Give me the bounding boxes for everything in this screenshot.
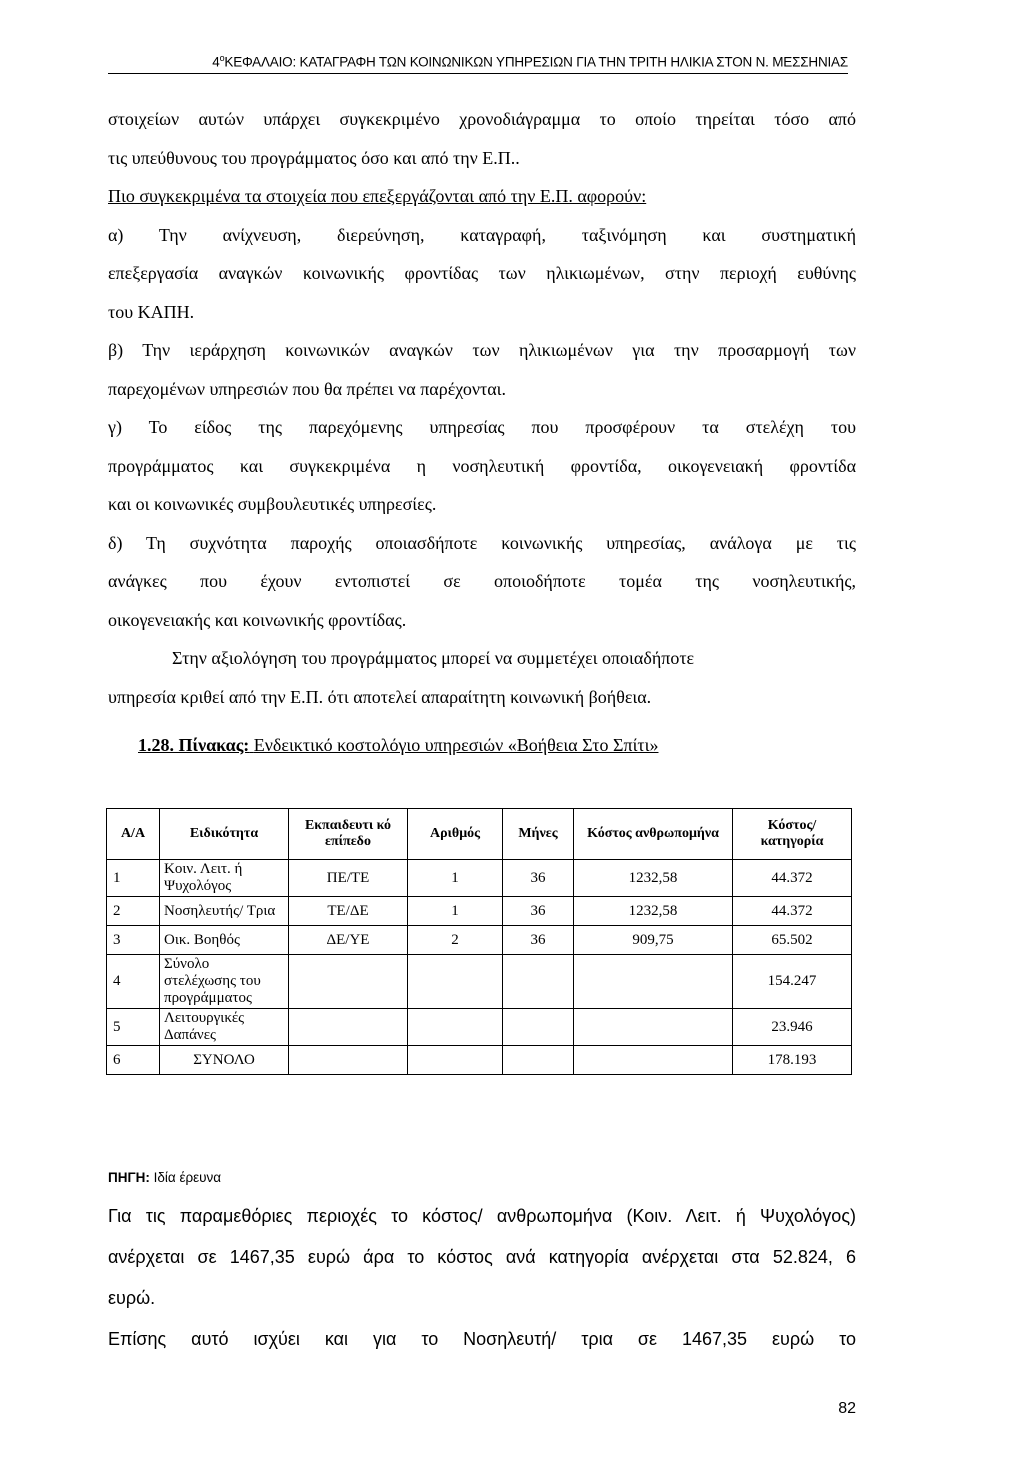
col-header-months: Μήνες bbox=[503, 809, 574, 860]
item-b-line: παρεχομένων υπηρεσιών που θα πρέπει να παρέχονται. bbox=[108, 378, 507, 399]
table-row bbox=[107, 860, 852, 897]
table-header-row bbox=[107, 809, 852, 860]
cell-months: 36 bbox=[503, 926, 574, 955]
chapter-number: 4 bbox=[212, 54, 220, 70]
cell-education: ΠΕ/ΤΕ bbox=[289, 860, 408, 897]
cell-education: ΔΕ/ΥΕ bbox=[289, 926, 408, 955]
cell-cost-per-category: 23.946 bbox=[733, 1009, 852, 1046]
item-d-line: οικογενειακής και κοινωνικής φροντίδας. bbox=[108, 609, 407, 630]
cell-empty bbox=[408, 955, 503, 1009]
text-line: ανέρχεται σε 1467,35 ευρώ άρα το κόστος ανά κατηγορία ανέρχεται στα 52.824, 6 bbox=[108, 1247, 856, 1267]
cell-index: 4 bbox=[107, 955, 160, 1009]
table-caption bbox=[138, 735, 658, 756]
table-row bbox=[107, 897, 852, 926]
cell-months: 36 bbox=[503, 897, 574, 926]
cell-index: 2 bbox=[107, 897, 160, 926]
table-caption-label: Πίνακας: bbox=[178, 735, 250, 755]
cell-empty bbox=[408, 1009, 503, 1046]
col-header-education: Εκπαιδευτι κό επίπεδο bbox=[289, 809, 408, 860]
cell-empty bbox=[574, 955, 733, 1009]
cell-index: 6 bbox=[107, 1046, 160, 1075]
cell-cost-per-category: 44.372 bbox=[733, 860, 852, 897]
cell-index: 1 bbox=[107, 860, 160, 897]
table-row bbox=[107, 926, 852, 955]
cell-count: 1 bbox=[408, 860, 503, 897]
body-text-top bbox=[108, 100, 856, 716]
text-line: στοιχείων αυτών υπάρχει συγκεκριμένο χρονοδιάγραμμα το οποίο τηρείται τόσο από bbox=[108, 109, 856, 129]
cell-empty bbox=[503, 955, 574, 1009]
item-c-line: και οι κοινωνικές συμβουλευτικές υπηρεσίες. bbox=[108, 494, 437, 514]
chapter-superscript: ο bbox=[219, 53, 225, 63]
table-row bbox=[107, 1009, 852, 1046]
text-line: τις υπεύθυνους του προγράμματος όσο και από την Ε.Π.. bbox=[108, 147, 520, 168]
cell-empty bbox=[289, 955, 408, 1009]
cell-empty bbox=[503, 1009, 574, 1046]
cell-cost-per-category: 65.502 bbox=[733, 926, 852, 955]
evaluation-line: υπηρεσία κριθεί από την Ε.Π. ότι αποτελεί απαραίτητη κοινωνική βοήθεια. bbox=[108, 686, 652, 707]
cell-empty bbox=[574, 1046, 733, 1075]
cell-cost-per-category: 178.193 bbox=[733, 1046, 852, 1075]
body-text-bottom bbox=[108, 1196, 856, 1360]
table-row bbox=[107, 955, 852, 1009]
source-label: ΠΗΓΗ: bbox=[108, 1170, 150, 1185]
table-source bbox=[108, 1170, 221, 1185]
evaluation-line: Στην αξιολόγηση του προγράμματος μπορεί να συμμετέχει οποιαδήποτε bbox=[172, 648, 695, 668]
item-a-line: του ΚΑΠΗ. bbox=[108, 301, 195, 322]
cell-count: 2 bbox=[408, 926, 503, 955]
table-row-total bbox=[107, 1046, 852, 1075]
cell-empty bbox=[503, 1046, 574, 1075]
col-header-cost-per-month: Κόστος ανθρωπομήνα bbox=[574, 809, 733, 860]
col-header-cost-per-category: Κόστος/ κατηγορία bbox=[733, 809, 852, 860]
col-header-index: Α/Α bbox=[107, 809, 160, 860]
cell-specialty: Οικ. Βοηθός bbox=[160, 926, 289, 955]
item-c-line: προγράμματος και συγκεκριμένα η νοσηλευτική φροντίδα, οικογενειακή φροντίδα bbox=[108, 455, 856, 476]
text-line: Επίσης αυτό ισχύει και για το Νοσηλευτή/ τρια σε 1467,35 ευρώ το bbox=[108, 1329, 856, 1349]
cell-index: 3 bbox=[107, 926, 160, 955]
cell-specialty: Λειτουργικές Δαπάνες bbox=[160, 1009, 289, 1046]
text-line: ευρώ. bbox=[108, 1288, 156, 1308]
item-c-line: γ) Το είδος της παρεχόμενης υπηρεσίας που προσφέρουν τα στελέχη του bbox=[108, 417, 856, 437]
running-header bbox=[108, 50, 848, 74]
col-header-count: Αριθμός bbox=[408, 809, 503, 860]
cell-cost-per-month: 909,75 bbox=[574, 926, 733, 955]
cell-empty bbox=[289, 1046, 408, 1075]
page-number: 82 bbox=[838, 1400, 856, 1417]
item-a-line: α) Την ανίχνευση, διερεύνηση, καταγραφή, ταξινόμηση και συστηματική bbox=[108, 224, 856, 245]
cell-specialty: Σύνολο στελέχωσης του προγράμματος bbox=[160, 955, 289, 1009]
table-caption-number: 1.28. bbox=[138, 735, 174, 755]
cell-specialty: ΣΥΝΟΛΟ bbox=[160, 1046, 289, 1075]
item-a-line: επεξεργασία αναγκών κοινωνικής φροντίδας των ηλικιωμένων, στην περιοχή ευθύνης bbox=[108, 263, 856, 283]
cell-months: 36 bbox=[503, 860, 574, 897]
cost-table bbox=[106, 808, 852, 1075]
item-d-line: δ) Τη συχνότητα παροχής οποιασδήποτε κοινωνικής υπηρεσίας, ανάλογα με τις bbox=[108, 532, 856, 553]
cell-empty bbox=[574, 1009, 733, 1046]
running-header-title: ΚΕΦΑΛΑΙΟ: ΚΑΤΑΓΡΑΦΗ ΤΩΝ ΚΟΙΝΩΝΙΚΩΝ ΥΠΗΡΕΣΙΩΝ ΓΙΑ ΤΗΝ ΤΡΙΤΗ ΗΛΙΚΙΑ ΣΤΟΝ Ν. ΜΕΣΣΗΝΙΑΣ bbox=[224, 54, 848, 70]
table-caption-title: Ενδεικτικό κοστολόγιο υπηρεσιών «Βοήθεια Στο Σπίτι» bbox=[253, 735, 659, 755]
cell-cost-per-category: 44.372 bbox=[733, 897, 852, 926]
cell-specialty: Κοιν. Λειτ. ή Ψυχολόγος bbox=[160, 860, 289, 897]
text-line: Για τις παραμεθόριες περιοχές το κόστος/ ανθρωπομήνα (Κοιν. Λειτ. ή Ψυχολόγος) bbox=[108, 1206, 856, 1226]
cell-index: 5 bbox=[107, 1009, 160, 1046]
cell-cost-per-month: 1232,58 bbox=[574, 860, 733, 897]
item-b-line: β) Την ιεράρχηση κοινωνικών αναγκών των ηλικιωμένων για την προσαρμογή των bbox=[108, 340, 856, 360]
cell-count: 1 bbox=[408, 897, 503, 926]
cell-specialty: Νοσηλευτής/ Τρια bbox=[160, 897, 289, 926]
item-d-line: ανάγκες που έχουν εντοπιστεί σε οποιοδήποτε τομέα της νοσηλευτικής, bbox=[108, 571, 856, 591]
cell-cost-per-month: 1232,58 bbox=[574, 897, 733, 926]
source-text: Ιδία έρευνα bbox=[153, 1170, 222, 1185]
cell-empty bbox=[289, 1009, 408, 1046]
cell-cost-per-category: 154.247 bbox=[733, 955, 852, 1009]
text-line-underlined: Πιο συγκεκριμένα τα στοιχεία που επεξεργάζονται από την Ε.Π. αφορούν: bbox=[108, 186, 647, 206]
cell-education: ΤΕ/ΔΕ bbox=[289, 897, 408, 926]
cell-empty bbox=[408, 1046, 503, 1075]
col-header-specialty: Ειδικότητα bbox=[160, 809, 289, 860]
